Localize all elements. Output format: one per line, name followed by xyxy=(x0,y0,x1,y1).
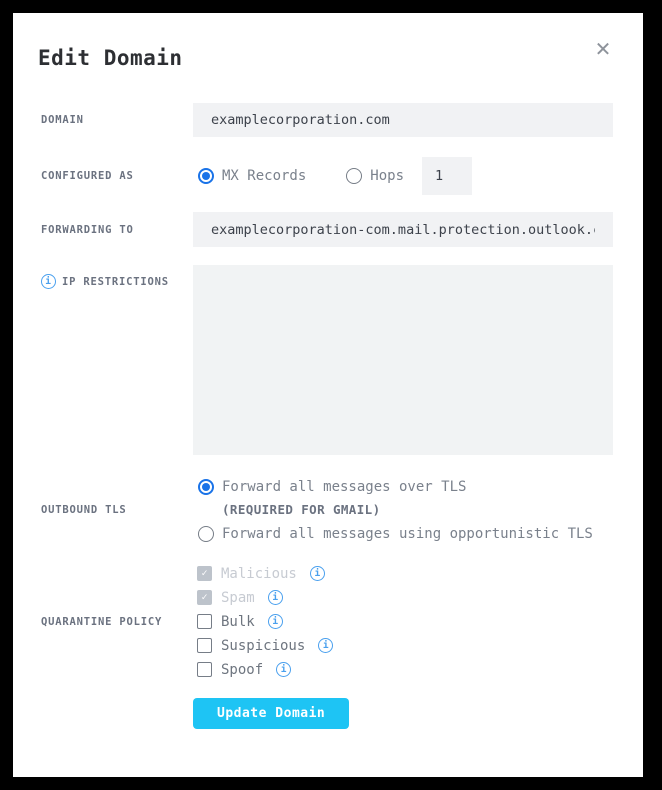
checkbox-unchecked-icon xyxy=(197,638,212,653)
info-icon[interactable]: i xyxy=(268,590,283,605)
forwarding-to-row xyxy=(41,212,613,247)
ip-restrictions-row xyxy=(41,265,613,455)
bulk-checkbox-row[interactable] xyxy=(197,614,613,630)
quarantine-policy-label: QUARANTINE POLICY xyxy=(41,615,163,628)
outbound-tls-label: OUTBOUND TLS xyxy=(41,504,127,516)
checkbox-unchecked-icon xyxy=(197,614,212,629)
ip-restrictions-textarea[interactable] xyxy=(193,265,613,455)
checkbox-checked-icon: ✓ xyxy=(197,566,212,581)
domain-input[interactable] xyxy=(193,103,613,137)
bulk-checkbox-label: Bulk xyxy=(221,613,255,630)
tls-opportunistic-radio[interactable] xyxy=(198,526,613,542)
malicious-checkbox-row xyxy=(197,566,613,582)
hops-count-input[interactable] xyxy=(422,157,472,195)
info-icon[interactable]: i xyxy=(310,566,325,581)
checkbox-unchecked-icon xyxy=(197,662,212,677)
info-icon[interactable]: i xyxy=(318,638,333,653)
ip-restrictions-label: i IP RESTRICTIONS xyxy=(41,265,193,289)
radio-selected-icon xyxy=(198,479,214,495)
close-button[interactable] xyxy=(592,38,614,60)
tls-opportunistic-radio-label: Forward all messages using opportunistic TLS xyxy=(222,525,593,542)
suspicious-checkbox-label: Suspicious xyxy=(221,637,306,654)
edit-domain-dialog xyxy=(13,13,643,777)
mx-records-radio-label: MX Records xyxy=(222,168,307,184)
outbound-tls-row xyxy=(41,478,613,542)
info-icon[interactable]: i xyxy=(276,662,291,677)
malicious-checkbox-label: Malicious xyxy=(221,565,297,582)
spoof-checkbox-label: Spoof xyxy=(221,661,264,678)
radio-selected-icon xyxy=(198,168,214,184)
radio-unselected-icon xyxy=(346,168,362,184)
info-icon[interactable]: i xyxy=(41,274,56,289)
forwarding-to-label: FORWARDING TO xyxy=(41,223,134,236)
spam-checkbox-label: Spam xyxy=(221,589,255,606)
spam-checkbox-row xyxy=(197,590,613,606)
info-icon[interactable]: i xyxy=(268,614,283,629)
suspicious-checkbox-row[interactable] xyxy=(197,638,613,654)
tls-over-radio[interactable] xyxy=(198,479,613,495)
mx-records-radio[interactable] xyxy=(198,168,306,184)
update-domain-button[interactable]: Update Domain xyxy=(193,698,349,729)
domain-label: DOMAIN xyxy=(41,114,84,126)
close-icon: ✕ xyxy=(594,37,612,61)
hops-radio-label: Hops xyxy=(370,168,405,184)
spoof-checkbox-row[interactable] xyxy=(197,662,613,678)
hops-radio[interactable] xyxy=(346,168,404,184)
configured-as-row xyxy=(41,157,613,195)
tls-gmail-note: (REQUIRED FOR GMAIL) xyxy=(222,501,381,517)
button-row xyxy=(41,698,613,729)
configured-as-label: CONFIGURED AS xyxy=(41,170,134,182)
checkbox-checked-icon: ✓ xyxy=(197,590,212,605)
page-title: Edit Domain xyxy=(38,46,183,70)
tls-over-radio-label: Forward all messages over TLS xyxy=(222,478,467,495)
domain-row xyxy=(41,103,613,137)
forwarding-to-input[interactable] xyxy=(193,212,613,247)
quarantine-policy-row xyxy=(41,565,613,678)
radio-unselected-icon xyxy=(198,526,214,542)
